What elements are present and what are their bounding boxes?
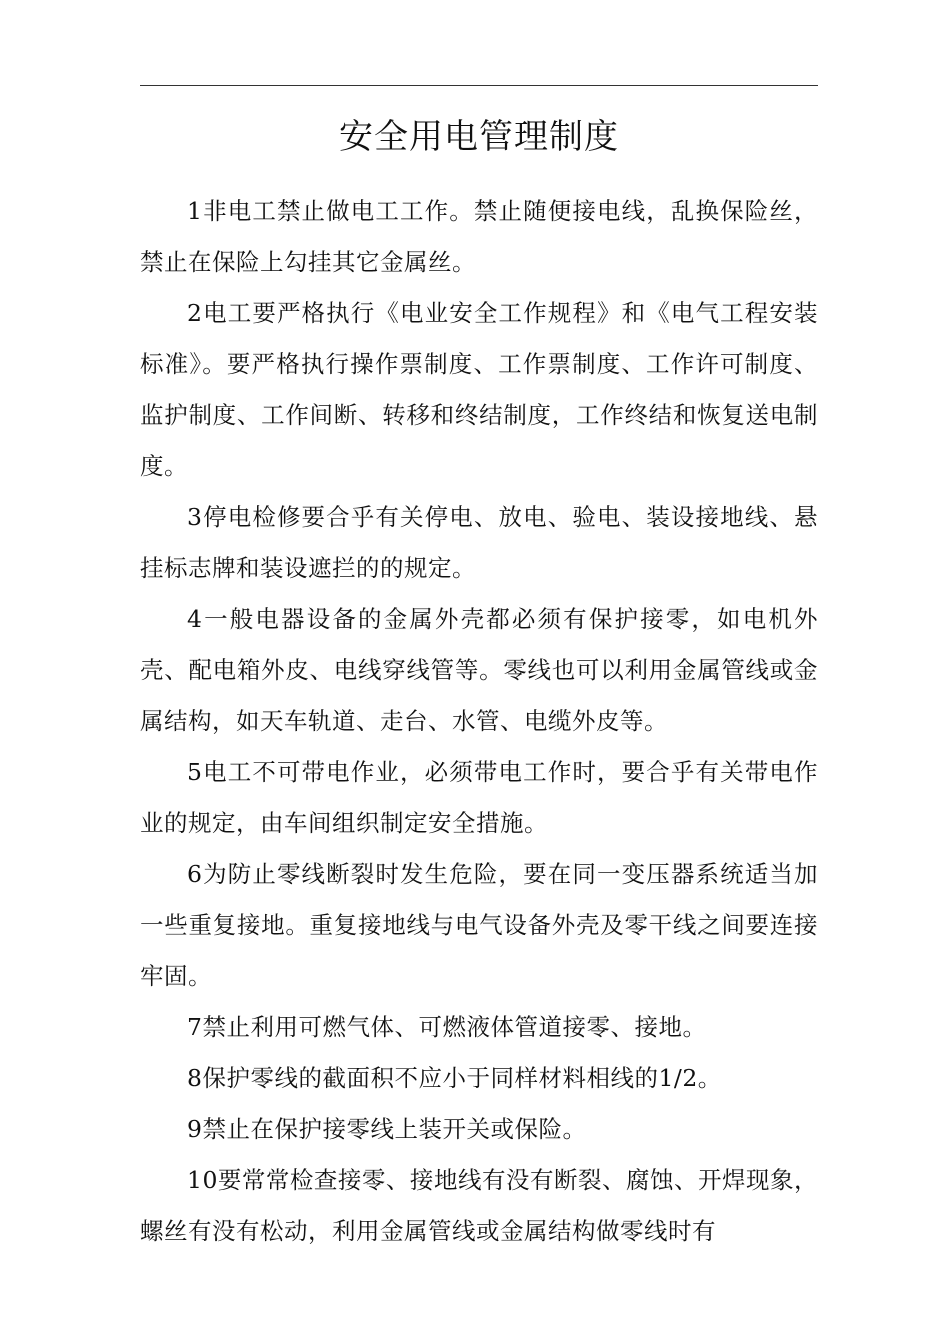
document-title: 安全用电管理制度 xyxy=(339,117,619,157)
paragraph-5: 5电工不可带电作业，必须带电工作时，要合乎有关带电作业的规定，由车间组织制定安全措施。 xyxy=(140,758,818,837)
paragraph-1: 1非电工禁止做电工工作。禁止随便接电线，乱换保险丝，禁止在保险上勾挂其它金属丝。 xyxy=(140,197,818,276)
paragraph-8: 8保护零线的截面积不应小于同样材料相线的1/2。 xyxy=(187,1064,722,1092)
paragraph-2: 2电工要严格执行《电业安全工作规程》和《电气工程安装标准》。要严格执行操作票制度、工作票制度、工作许可制度、监护制度、工作间断、转移和终结制度，工作终结和恢复送电制度。 xyxy=(140,299,818,480)
paragraph-4: 4一般电器设备的金属外壳都必须有保护接零，如电机外壳、配电箱外皮、电线穿线管等。零线也可以利用金属管线或金属结构，如天车轨道、走台、水管、电缆外皮等。 xyxy=(140,605,818,735)
paragraph-9: 9禁止在保护接零线上装开关或保险。 xyxy=(187,1115,587,1143)
paragraph-10: 10要常常检查接零、接地线有没有断裂、腐蚀、开焊现象，螺丝有没有松动，利用金属管线或金属结构做零线时有 xyxy=(140,1166,818,1245)
document-body xyxy=(140,186,818,1257)
paragraph-6: 6为防止零线断裂时发生危险，要在同一变压器系统适当加一些重复接地。重复接地线与电气设备外壳及零干线之间要连接牢固。 xyxy=(140,860,818,990)
paragraph-7: 7禁止利用可燃气体、可燃液体管道接零、接地。 xyxy=(187,1013,707,1041)
paragraph-3: 3停电检修要合乎有关停电、放电、验电、装设接地线、悬挂标志牌和装设遮拦的的规定。 xyxy=(140,503,818,582)
header-rule xyxy=(140,85,818,86)
